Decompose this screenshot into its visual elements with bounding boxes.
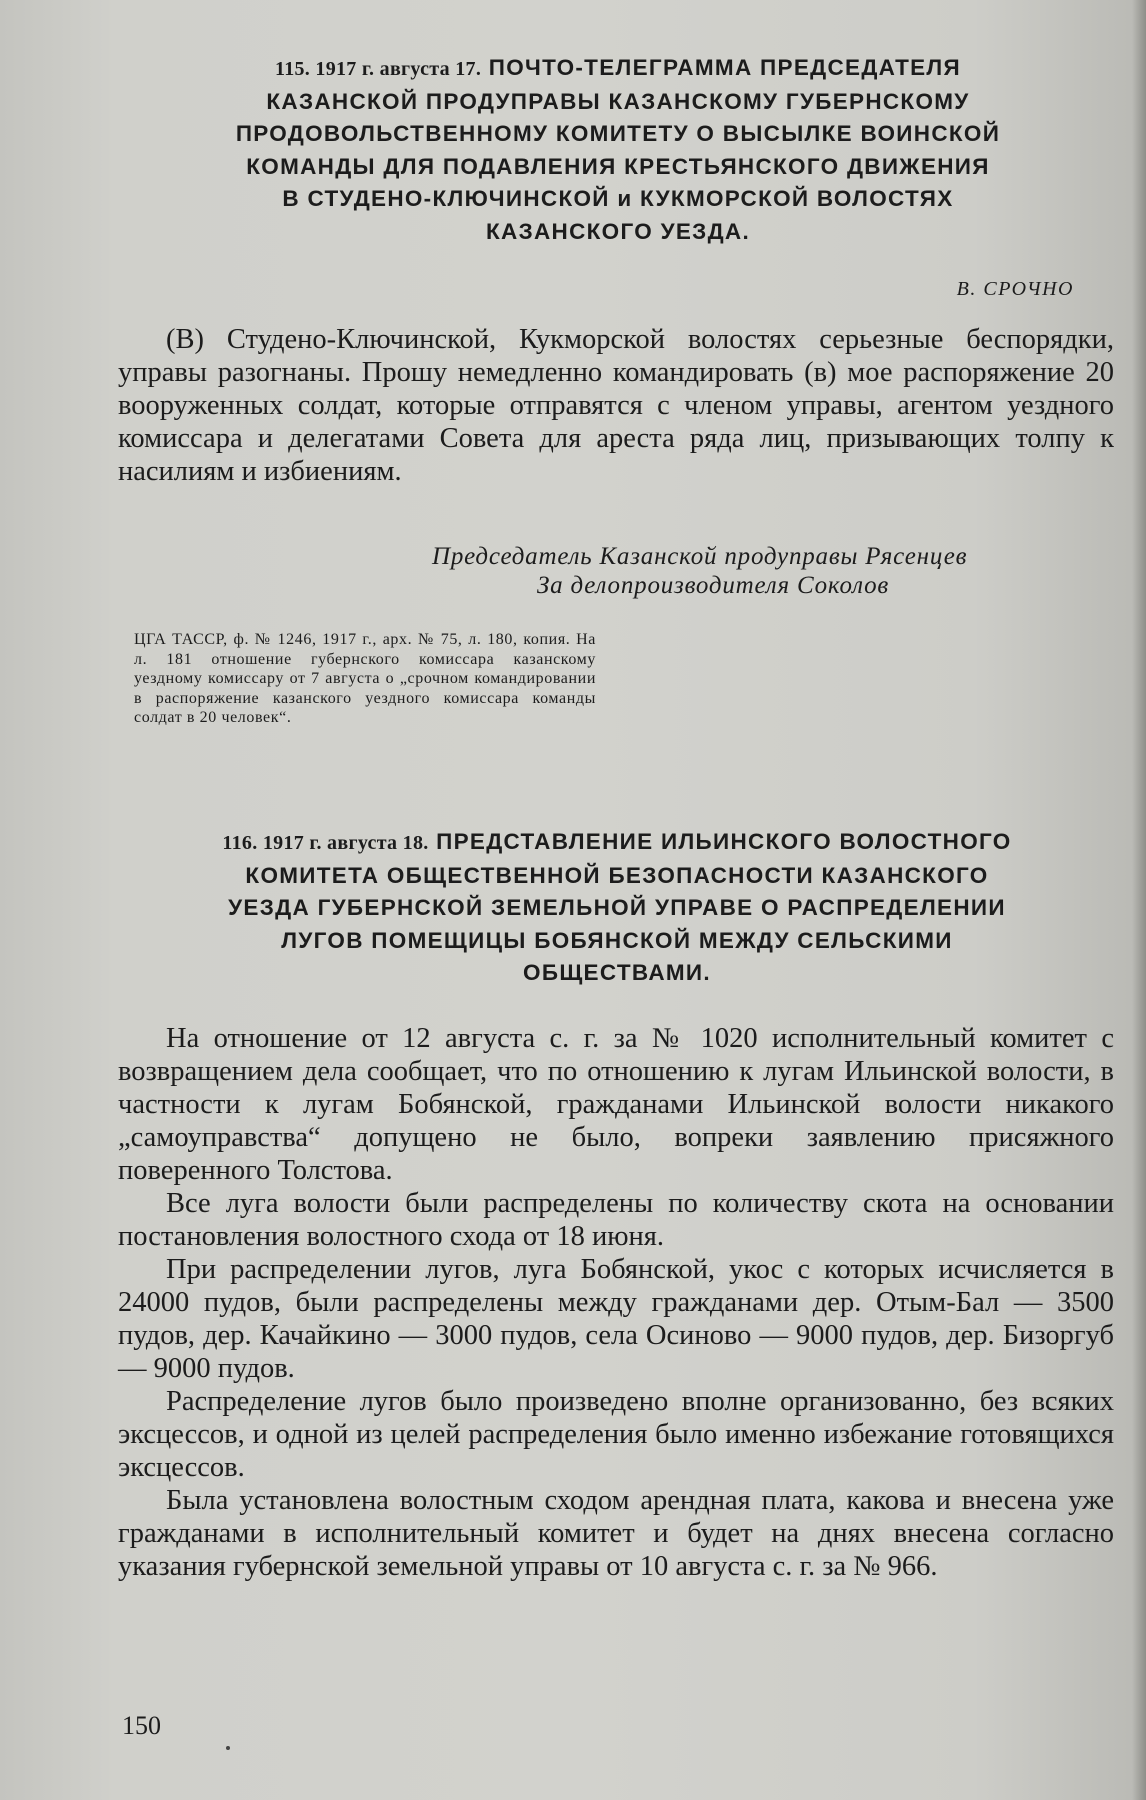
- doc-115-heading-line: КОМАНДЫ ДЛЯ ПОДАВЛЕНИЯ КРЕСТЬЯНСКОГО ДВИЖЕНИЯ: [246, 153, 990, 179]
- doc-116-paragraph: На отношение от 12 августа с. г. за № 1020 исполнительный комитет с возвращением дела сообщает, что по отношению к лугам Ильинской волости, в частности к лугам Бобянской, гражданами Ильинской волости никакого „самоуправства“ допущено не было, вопреки заявлению присяжного поверенного Толстова.: [118, 1023, 1114, 1186]
- doc-115-heading-line: ПОЧТО-ТЕЛЕГРАММА ПРЕДСЕДАТЕЛЯ: [488, 55, 961, 80]
- signature-clerk: За делопроизводителя Соколов: [537, 572, 890, 599]
- archive-source-note: ЦГА ТАССР, ф. № 1246, 1917 г., арх. № 75, л. 180, копия. На л. 181 отношение губернского комиссара казанскому уездному комиссару от 7 августа о „срочном командировании в распоряжение казанского уездного комиссара команды солдат в 20 человек“.: [134, 631, 596, 726]
- doc-115-heading: [150, 52, 1086, 248]
- doc-115-number-date: 115. 1917 г. августа 17.: [275, 58, 482, 80]
- doc-116-paragraph: При распределении лугов, луга Бобянской, укос с которых исчисляется в 24000 пудов, были распределены между гражданами дер. Отым-Бал — 3500 пудов, дер. Качайкино — 3000 пудов, села Осиново — 9000 пудов, дер. Бизоргуб — 9000 пудов.: [118, 1254, 1114, 1384]
- page-number: 150: [122, 1711, 161, 1740]
- doc-115-body: [118, 323, 1114, 488]
- doc-116-heading-line: УЕЗДА ГУБЕРНСКОЙ ЗЕМЕЛЬНОЙ УПРАВЕ О РАСПРЕДЕЛЕНИИ: [228, 895, 1006, 920]
- doc-115-heading-line: В СТУДЕНО-КЛЮЧИНСКОЙ и КУКМОРСКОЙ ВОЛОСТЯХ: [282, 186, 954, 211]
- doc-116-heading-line: ПРЕДСТАВЛЕНИЕ ИЛЬИНСКОГО ВОЛОСТНОГО: [436, 829, 1012, 854]
- doc-115-heading-line: КАЗАНСКОЙ ПРОДУПРАВЫ КАЗАНСКОМУ ГУБЕРНСКОМУ: [266, 88, 970, 114]
- doc-116-number-date: 116. 1917 г. августа 18.: [222, 832, 429, 854]
- doc-116-heading-line: ЛУГОВ ПОМЕЩИЦЫ БОБЯНСКОЙ МЕЖДУ СЕЛЬСКИМИ: [281, 927, 953, 953]
- ink-speck: [226, 1746, 230, 1750]
- doc-116-paragraph: Распределение лугов было произведено вполне организованно, без всяких эксцессов, и одной из целей распределения было именно избежание готовящихся эксцессов.: [118, 1386, 1114, 1483]
- doc-116-paragraph: Все луга волости были распределены по количеству скота на основании постановления волостного схода от 18 июня.: [118, 1188, 1114, 1252]
- doc-116-paragraph: Была установлена волостным сходом арендная плата, какова и внесена уже гражданами в исполнительный комитет и будет на днях внесена согласно указания губернской земельной управы от 10 августа с. г. за № 966.: [118, 1485, 1114, 1582]
- doc-116-heading-line: ОБЩЕСТВАМИ.: [523, 960, 711, 985]
- signature-chairman: Председатель Казанской продуправы Рясенцев: [432, 543, 968, 570]
- doc-116-body: [118, 1022, 1114, 1583]
- doc-116-heading: [112, 826, 1122, 990]
- urgency-mark: В. СРОЧНО: [956, 278, 1074, 300]
- doc-115-heading-line: ПРОДОВОЛЬСТВЕННОМУ КОМИТЕТУ О ВЫСЫЛКЕ ВОИНСКОЙ: [235, 121, 1001, 146]
- doc-116-heading-line: КОМИТЕТА ОБЩЕСТВЕННОЙ БЕЗОПАСНОСТИ КАЗАНСКОГО: [245, 862, 989, 888]
- doc-115-paragraph: (В) Студено-Ключинской, Кукморской волостях серьезные беспорядки, управы разогнаны. Прошу немедленно командировать (в) мое распоряжение 20 вооруженных солдат, которые отправятся с членом управы, агентом уездного комиссара и делегатами Совета для ареста ряда лиц, призывающих толпу к насилиям и избиениям.: [118, 324, 1114, 487]
- doc-115-heading-line: КАЗАНСКОГО УЕЗДА.: [486, 218, 750, 244]
- page-edge-shadow: [1132, 0, 1146, 1800]
